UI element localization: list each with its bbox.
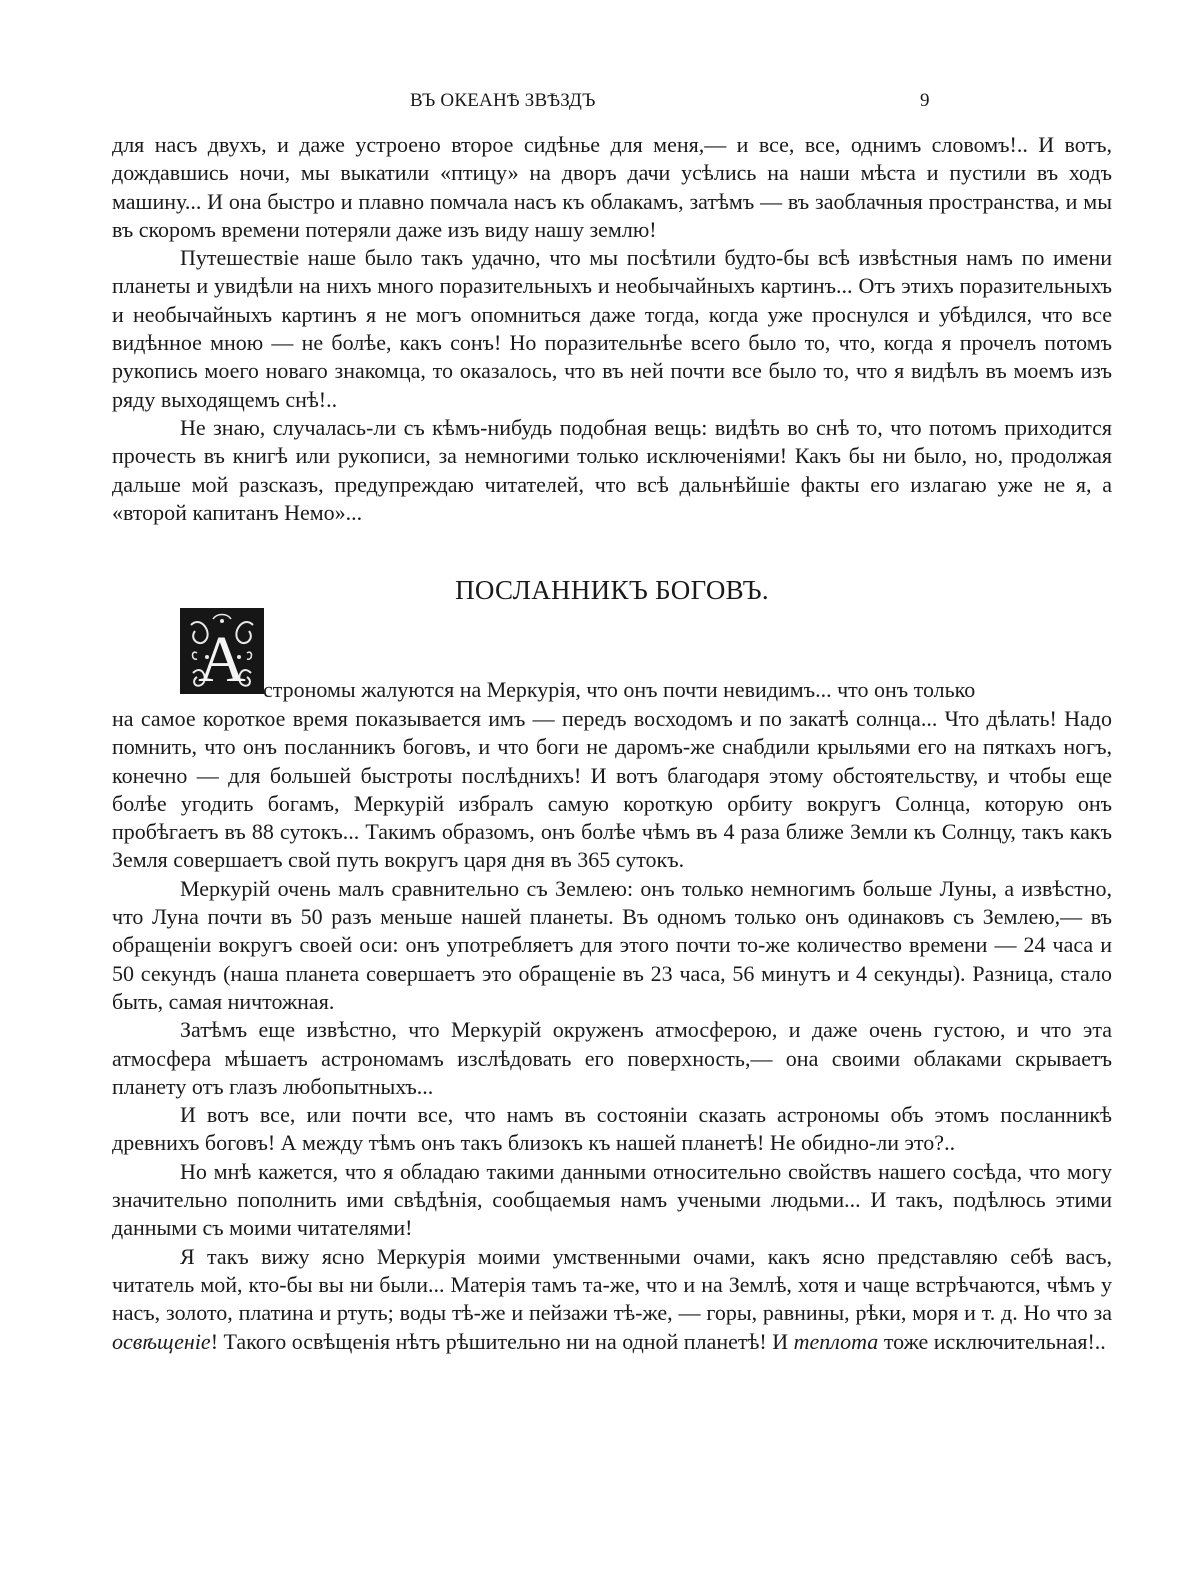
dropcap-letter: А — [198, 623, 246, 691]
ornamental-initial — [180, 608, 264, 694]
paragraph: Меркурій очень малъ сравнительно съ Землею: онъ только немногимъ больше Луны, а извѣстно, что Луна почти въ 50 разъ меньше нашей планеты. Въ одномъ только онъ одинаковъ съ Землею,— въ обращеніи вокругъ своей оси: онъ употребляетъ для этого почти то-же количество времени — 24 часа и 50 секундъ (наша планета совершаетъ это обращеніе въ 23 часа, 56 минутъ и 4 секунды). Разница, стало быть, самая ничтожная. — [112, 875, 1112, 1014]
paragraph: на самое короткое время показывается имъ — передъ восходомъ и по закатѣ солнца... Что дѣлать! Надо помнить, что онъ посланникъ боговъ, и что боги не даромъ-же снабдили крыльями его на пяткахъ ногъ, конечно — для большей быстроты послѣднихъ! И вотъ благодаря этому обстоятельству, и чтобы еще болѣе угодить богамъ, Меркурій избралъ самую короткую орбиту вокругъ Солнца, которую онъ пробѣгаетъ въ 88 сутокъ... Такимъ образомъ, онъ болѣе чѣмъ въ 4 раза ближе Земли къ Солнцу, такъ какъ Земля совершаетъ свой путь вокругъ царя дня въ 365 сутокъ. — [112, 706, 1112, 873]
paragraph: Путешествіе наше было такъ удачно, что мы посѣтили будто-бы всѣ извѣстныя намъ по имени планеты и увидѣли на нихъ много поразительныхъ и необычайныхъ картинъ... Отъ этихъ поразительныхъ и необычайныхъ картинъ я не могъ опомниться даже тогда, когда уже проснулся и убѣдился, что все видѣнное мною — не болѣе, какъ сонъ! Но поразительнѣе всего было то, что, когда я прочелъ потомъ рукопись моего новаго знакомца, то оказалось, что въ ней почти все было то, что я видѣлъ въ моемъ изъ ряду выходящемъ снѣ!.. — [112, 245, 1112, 412]
first-line: строномы жалуются на Меркурія, что онъ почти невидимъ... что онъ только — [263, 677, 976, 702]
page-number: 9 — [920, 90, 930, 111]
paragraph: для насъ двухъ, и даже устроено второе сидѣнье для меня,— и все, все, однимъ словомъ!.. И вотъ, дождавшись ночи, мы выкатили «птицу» на дворъ дачи усѣлись на наши мѣста и пустили въ ходъ машину... И она быстро и плавно помчала насъ къ облакамъ, затѣмъ — въ заоблачныя пространства, и мы въ скоромъ времени потеряли даже изъ виду нашу землю! — [112, 132, 1112, 242]
paragraph — [112, 1243, 1112, 1356]
emphasis: теплота — [793, 1328, 879, 1354]
emphasis: освѣщеніе — [112, 1328, 211, 1354]
ornamental-initial-image — [183, 611, 261, 691]
text-run: ! Такого освѣщенія нѣтъ рѣшительно ни на одной планетѣ! И — [210, 1328, 794, 1354]
section-heading: ПОСЛАННИКЪ БОГОВЪ. — [455, 575, 769, 605]
paragraph: Не знаю, случалась-ли съ кѣмъ-нибудь подобная вещь: видѣть во снѣ то, что потомъ приходится прочесть въ книгѣ или рукописи, за немногими только исключеніями! Какъ бы ни было, но, продолжая дальше мой разсказъ, предупреждаю читателей, что всѣ дальнѣйшіе факты его излагаю уже не я, а «второй капитанъ Немо»... — [112, 414, 1112, 525]
paragraph: Затѣмъ еще извѣстно, что Меркурій окруженъ атмосферою, и даже очень густою, и что эта атмосфера мѣшаетъ астрономамъ изслѣдовать его поверхность,— она своими облаками скрываетъ планету отъ глазъ любопытныхъ... — [112, 1017, 1112, 1099]
running-title: ВЪ ОКЕАНѢ ЗВѢЗДЪ — [410, 90, 596, 111]
text-run: тоже исключительная!.. — [878, 1328, 1106, 1354]
page-header — [112, 90, 1112, 120]
paragraph: И вотъ все, или почти все, что намъ въ состояніи сказать астрономы объ этомъ посланникѣ древнихъ боговъ! А между тѣмъ онъ такъ близокъ къ нашей планетѣ! Не обидно-ли это?.. — [112, 1102, 1112, 1156]
section-text — [112, 705, 1112, 1356]
paragraph: Но мнѣ кажется, что я обладаю такими данными относительно свойствъ нашего сосѣда, что могу значительно пополнить ими свѣдѣнія, сообщаемыя намъ учеными людьми... И такъ, подѣлюсь этими данными съ моими читателями! — [112, 1158, 1112, 1241]
intro-text — [112, 131, 1112, 527]
text-run: Я такъ вижу ясно Меркурія моими умственными очами, какъ ясно представляю себѣ васъ, читатель мой, кто-бы вы ни были... Матерія тамъ та-же, что и на Землѣ, хотя и чаще встрѣчаются, чѣмъ у насъ, золото, платина и ртуть; воды тѣ-же и пейзажи тѣ-же, — горы, равнины, рѣки, моря и т. д. Но что за — [112, 1243, 1112, 1326]
